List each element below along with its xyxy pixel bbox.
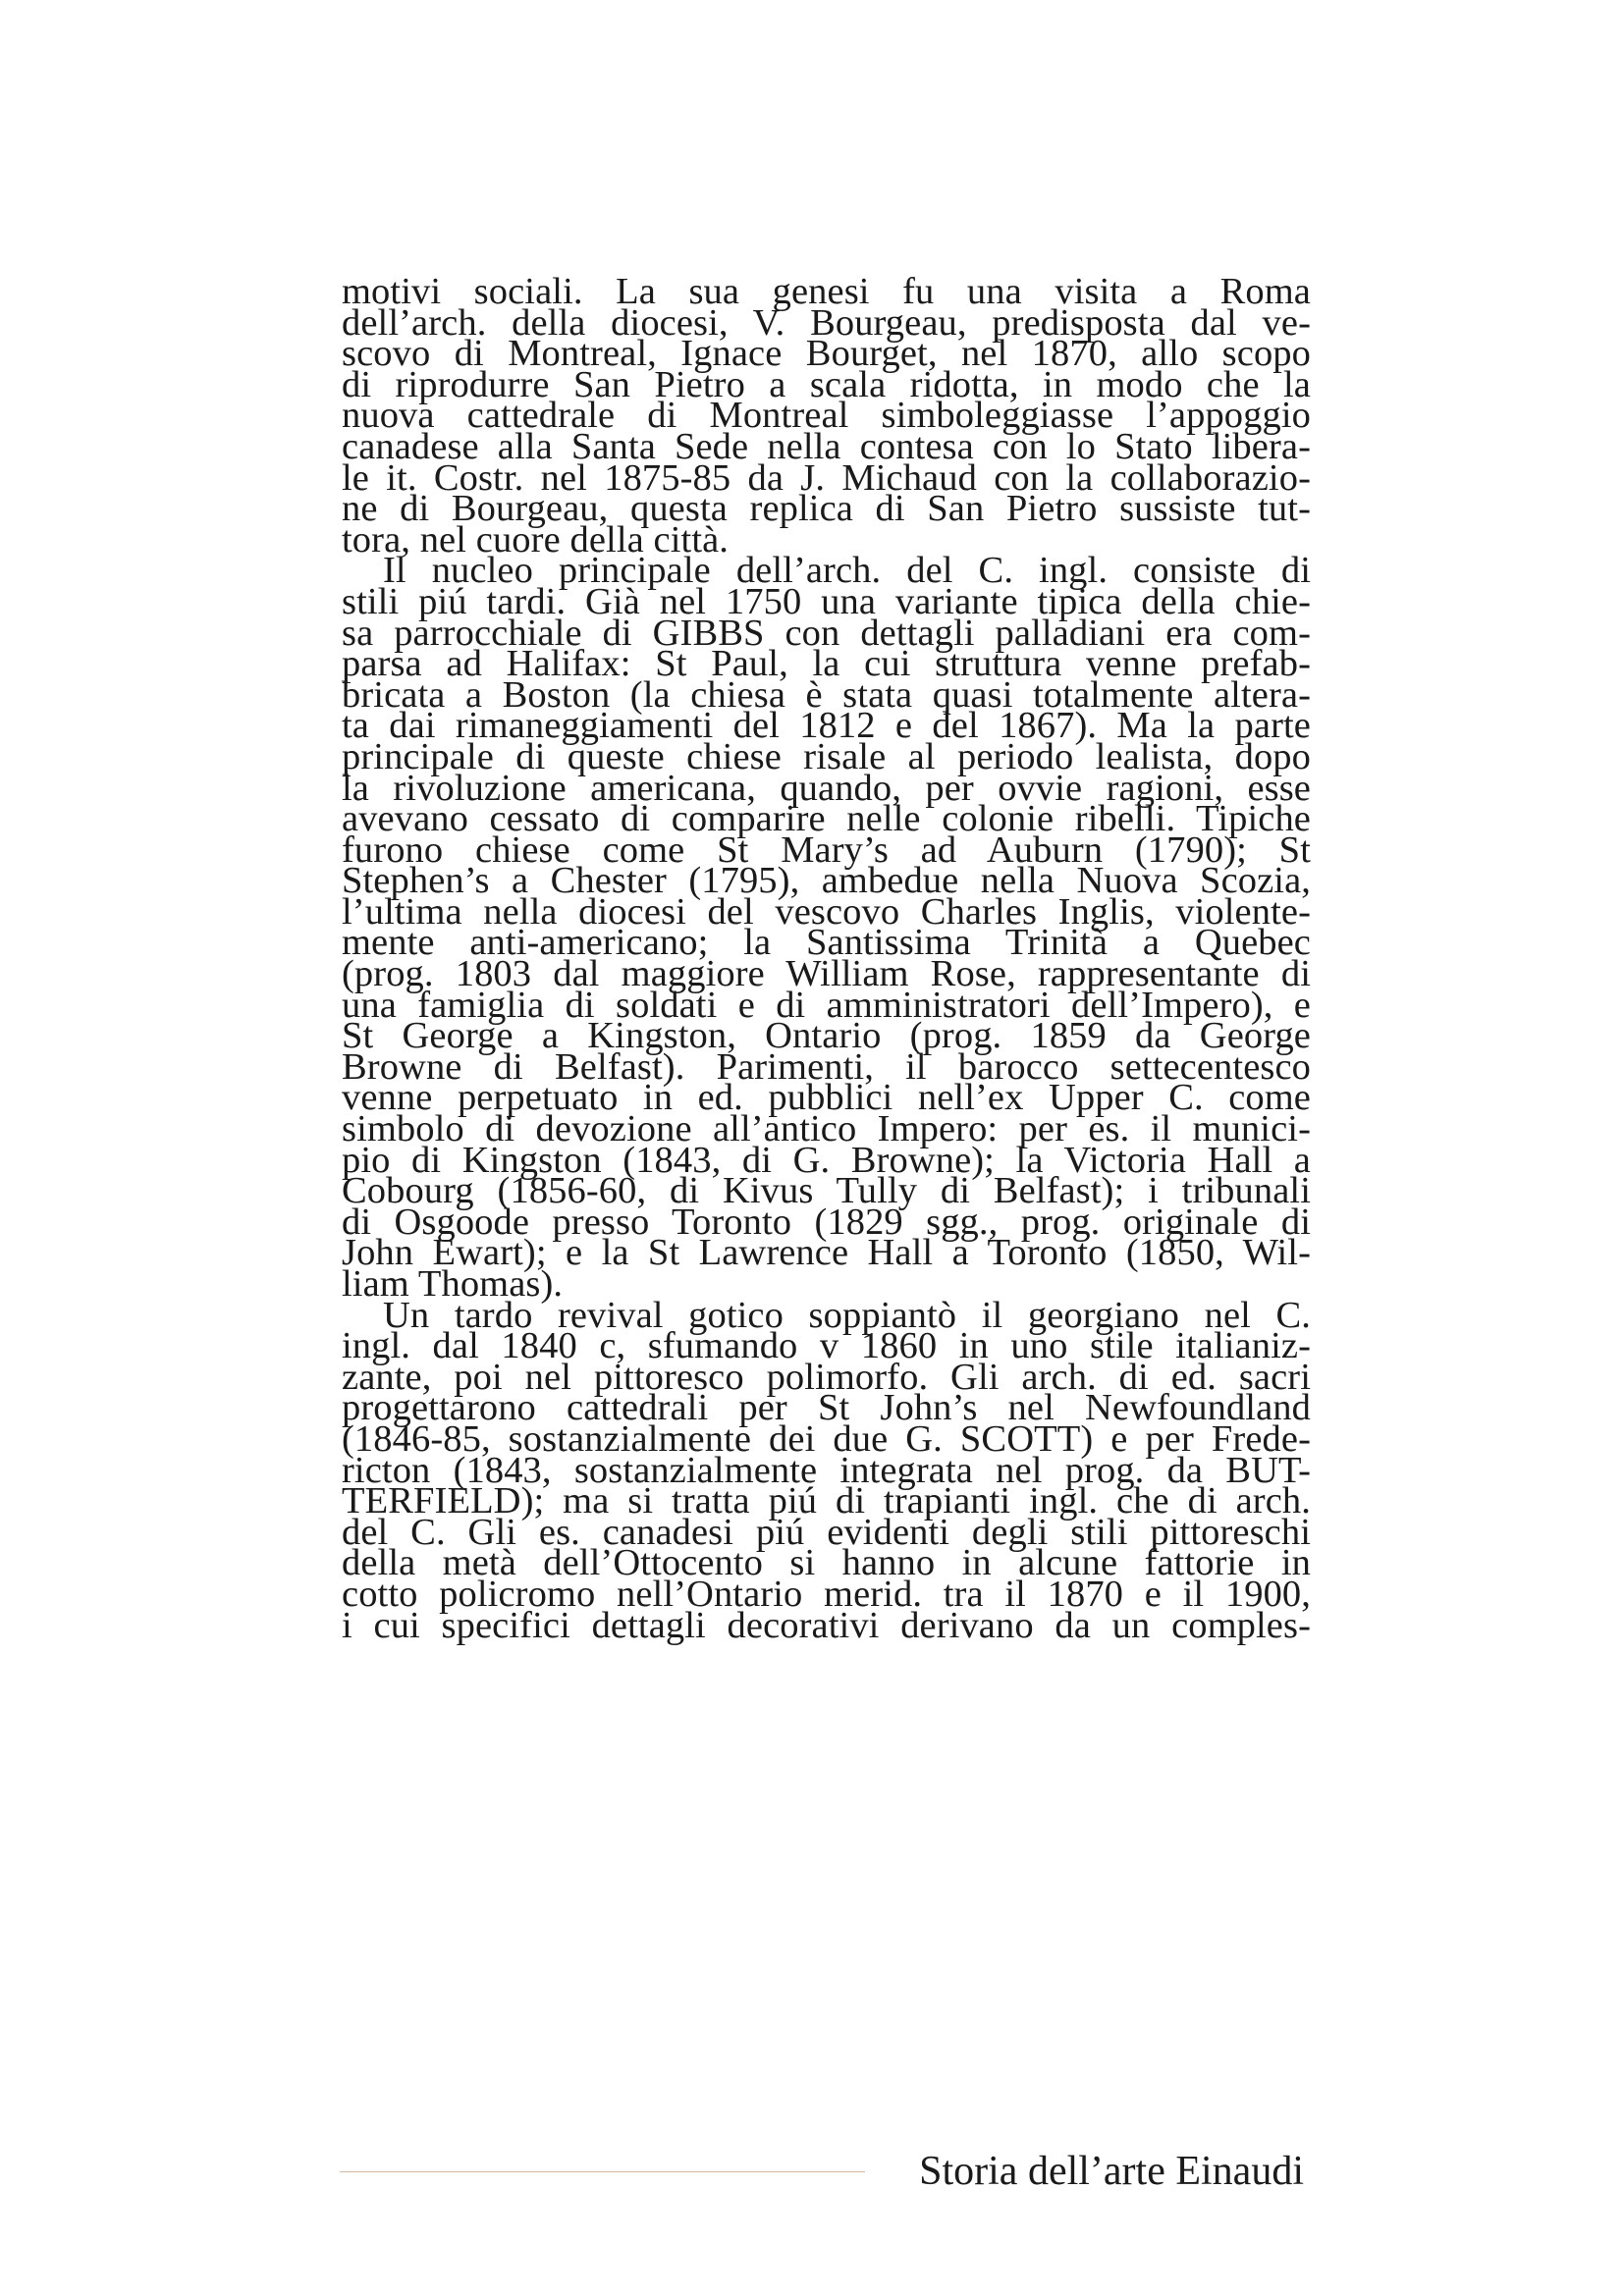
text-line: ricton (1843, sostanzialmente integrata nel prog. da BUT-	[342, 1449, 1311, 1491]
text-line: ne di Bourgeau, questa replica di San Pietro sussiste tut-	[342, 488, 1311, 530]
text-line: Browne di Belfast). Parimenti, il barocco settecentesco	[342, 1045, 1311, 1088]
text-line: Cobourg (1856-60, di Kivus Tully di Belfast); i tribunali	[342, 1170, 1311, 1212]
text-line: motivi sociali. La sua genesi fu una visita a Roma	[342, 271, 1311, 312]
text-line: sa parrocchiale di GIBBS con dettagli palladiani era com-	[342, 612, 1311, 654]
text-line: furono chiese come St Mary’s ad Auburn (1790); St	[342, 828, 1311, 871]
text-line: della metà dell’Ottocento si hanno in alcune fattorie in	[342, 1542, 1311, 1584]
text-line: liam Thomas).	[342, 1263, 564, 1305]
text-line: mente anti-americano; la Santissima Trinità a Quebec	[342, 922, 1311, 964]
text-line: progettarono cattedrali per St John’s nel Newfoundland	[342, 1387, 1311, 1429]
text-line: di Osgoode presso Toronto (1829 sgg., prog. originale di	[342, 1201, 1311, 1243]
text-line: nuova cattedrale di Montreal simboleggiasse l’appoggio	[342, 395, 1311, 437]
text-line: pio di Kingston (1843, di G. Browne); la Victoria Hall a	[342, 1139, 1311, 1181]
footer-rule	[340, 2171, 865, 2172]
text-line: ta dai rimaneggiamenti del 1812 e del 1867). Ma la parte	[342, 705, 1311, 747]
text-line: zante, poi nel pittoresco polimorfo. Gli arch. di ed. sacri	[342, 1356, 1311, 1398]
text-line: la rivoluzione americana, quando, per ovvie ragioni, esse	[342, 767, 1311, 809]
text-line: Un tardo revival gotico soppiantò il georgiano nel C.	[383, 1294, 1311, 1336]
text-line: canadese alla Santa Sede nella contesa con lo Stato libera-	[342, 425, 1311, 467]
text-line: parsa ad Halifax: St Paul, la cui struttura venne prefab-	[342, 643, 1311, 685]
text-line: St George a Kingston, Ontario (prog. 1859 da George	[342, 1015, 1311, 1057]
body-text	[342, 271, 1311, 1646]
text-line: Il nucleo principale dell’arch. del C. ingl. consiste di	[383, 550, 1311, 592]
text-line: TERFIELD); ma si tratta piú di trapianti ingl. che di arch.	[342, 1480, 1311, 1522]
text-line: Stephen’s a Chester (1795), ambedue nella Nuova Scozia,	[342, 860, 1311, 902]
text-line: cotto policromo nell’Ontario merid. tra il 1870 e il 1900,	[342, 1573, 1311, 1615]
page-footer	[340, 2144, 1312, 2203]
text-line: i cui specifici dettagli decorativi derivano da un comples-	[342, 1604, 1311, 1646]
text-line: scovo di Montreal, Ignace Bourget, nel 1870, allo scopo	[342, 333, 1311, 375]
text-line: tora, nel cuore della città.	[342, 518, 730, 561]
text-line: venne perpetuato in ed. pubblici nell’ex Upper C. come	[342, 1077, 1311, 1119]
text-line: stili piú tardi. Già nel 1750 una variante tipica della chie-	[342, 580, 1311, 622]
text-line: (1846-85, sostanzialmente dei due G. SCOTT) e per Frede-	[342, 1417, 1311, 1460]
text-line: (prog. 1803 dal maggiore William Rose, rappresentante di	[342, 953, 1311, 995]
text-line: principale di queste chiese risale al periodo lealista, dopo	[342, 735, 1311, 777]
text-line: dell’arch. della diocesi, V. Bourgeau, predisposta dal ve-	[342, 301, 1311, 344]
text-line: di riprodurre San Pietro a scala ridotta, in modo che la	[342, 363, 1311, 405]
text-line: ingl. dal 1840 c, sfumando v 1860 in uno stile italianiz-	[342, 1325, 1311, 1367]
text-line: simbolo di devozione all’antico Impero: per es. il munici-	[342, 1108, 1311, 1150]
footer-publisher-title: Storia dell’arte Einaudi	[919, 2149, 1304, 2194]
text-line: bricata a Boston (la chiesa è stata quasi totalmente altera-	[342, 673, 1311, 716]
text-line: avevano cessato di comparire nelle colonie ribelli. Tipiche	[342, 798, 1311, 840]
text-line: John Ewart); e la St Lawrence Hall a Toronto (1850, Wil-	[342, 1232, 1311, 1274]
text-line: le it. Costr. nel 1875-85 da J. Michaud con la collaborazio-	[342, 456, 1311, 499]
text-line: l’ultima nella diocesi del vescovo Charles Inglis, violente-	[342, 890, 1311, 933]
text-line: una famiglia di soldati e di amministratori dell’Impero), e	[342, 984, 1311, 1026]
text-line: del C. Gli es. canadesi piú evidenti degli stili pittoreschi	[342, 1511, 1311, 1553]
